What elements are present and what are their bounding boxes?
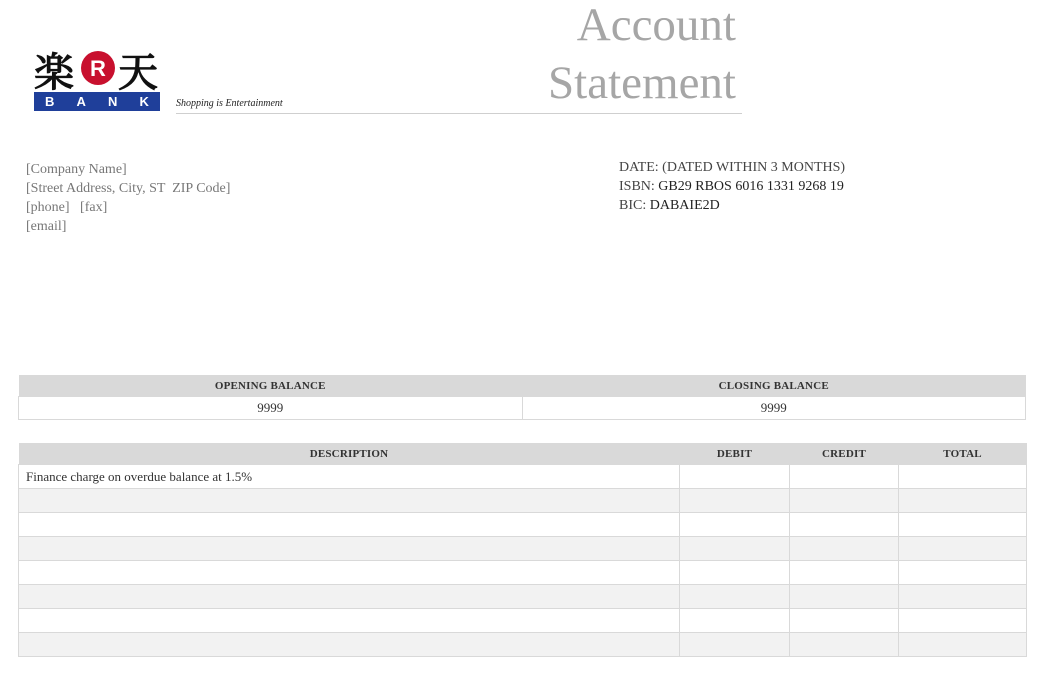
table-row — [19, 561, 1027, 585]
total-cell[interactable] — [899, 585, 1027, 609]
debit-cell[interactable] — [680, 633, 790, 657]
header-divider — [176, 113, 742, 114]
debit-cell[interactable] — [680, 489, 790, 513]
logo-bank-letter: N — [108, 94, 118, 109]
debit-cell[interactable] — [680, 465, 790, 489]
bic-value: DABAIE2D — [649, 198, 720, 213]
credit-header: CREDIT — [790, 443, 899, 465]
total-cell[interactable] — [899, 561, 1027, 585]
debit-cell[interactable] — [680, 585, 790, 609]
company-contact: [phone] [fax] — [26, 200, 108, 215]
credit-cell[interactable] — [790, 489, 899, 513]
debit-cell[interactable] — [680, 537, 790, 561]
logo-bank-letter: A — [76, 94, 86, 109]
page-title — [548, 0, 736, 112]
date-line — [619, 158, 845, 177]
credit-cell[interactable] — [790, 585, 899, 609]
bank-info — [619, 158, 845, 215]
description-cell[interactable] — [19, 537, 680, 561]
description-header: DESCRIPTION — [19, 443, 680, 465]
bank-logo — [34, 48, 162, 112]
tagline: Shopping is Entertainment — [176, 98, 283, 109]
closing-balance-header: CLOSING BALANCE — [522, 375, 1026, 397]
logo-bank-letter: K — [139, 94, 149, 109]
table-row — [19, 585, 1027, 609]
credit-cell[interactable] — [790, 537, 899, 561]
company-address: [Street Address, City, ST ZIP Code] — [26, 181, 231, 196]
credit-cell[interactable] — [790, 513, 899, 537]
table-row — [19, 633, 1027, 657]
table-row — [19, 609, 1027, 633]
logo-r-letter: R — [90, 56, 106, 81]
balance-header-row — [19, 375, 1026, 397]
total-cell[interactable] — [899, 465, 1027, 489]
company-email: [email] — [26, 219, 67, 234]
closing-balance-value[interactable]: 9999 — [522, 397, 1026, 420]
total-cell[interactable] — [899, 489, 1027, 513]
total-cell[interactable] — [899, 513, 1027, 537]
transactions-table — [18, 443, 1027, 657]
description-cell[interactable] — [19, 489, 680, 513]
date-value: (DATED WITHIN 3 MONTHS) — [662, 160, 846, 175]
credit-cell[interactable] — [790, 633, 899, 657]
company-info — [26, 160, 230, 236]
credit-cell[interactable] — [790, 561, 899, 585]
debit-cell[interactable] — [680, 609, 790, 633]
table-row — [19, 489, 1027, 513]
description-cell[interactable] — [19, 585, 680, 609]
balance-value-row — [19, 397, 1026, 420]
date-label: DATE: — [619, 160, 659, 175]
isbn-value: GB29 RBOS 6016 1331 9268 19 — [658, 179, 844, 194]
debit-header: DEBIT — [680, 443, 790, 465]
table-row — [19, 465, 1027, 489]
description-cell[interactable]: Finance charge on overdue balance at 1.5% — [19, 465, 680, 489]
description-cell[interactable] — [19, 633, 680, 657]
debit-cell[interactable] — [680, 513, 790, 537]
opening-balance-header: OPENING BALANCE — [19, 375, 523, 397]
company-name: [Company Name] — [26, 162, 127, 177]
isbn-label: ISBN: — [619, 179, 655, 194]
logo-bank-bar — [34, 92, 160, 111]
credit-cell[interactable] — [790, 609, 899, 633]
table-row — [19, 513, 1027, 537]
debit-cell[interactable] — [680, 561, 790, 585]
bic-label: BIC: — [619, 198, 647, 213]
description-cell[interactable] — [19, 609, 680, 633]
total-header: TOTAL — [899, 443, 1027, 465]
title-line-2: Statement — [548, 57, 736, 109]
logo-kanji-raku: 楽 — [34, 50, 74, 92]
bic-line — [619, 196, 845, 215]
total-cell[interactable] — [899, 609, 1027, 633]
description-cell[interactable] — [19, 561, 680, 585]
title-line-1: Account — [576, 0, 736, 51]
opening-balance-value[interactable]: 9999 — [19, 397, 523, 420]
total-cell[interactable] — [899, 633, 1027, 657]
total-cell[interactable] — [899, 537, 1027, 561]
balance-table — [18, 375, 1026, 420]
logo-bank-letter: B — [45, 94, 55, 109]
table-row — [19, 537, 1027, 561]
description-cell[interactable] — [19, 513, 680, 537]
isbn-line — [619, 177, 845, 196]
rakuten-logo-mark — [34, 48, 162, 92]
logo-kanji-ten: 天 — [118, 50, 158, 92]
credit-cell[interactable] — [790, 465, 899, 489]
transactions-header-row — [19, 443, 1027, 465]
